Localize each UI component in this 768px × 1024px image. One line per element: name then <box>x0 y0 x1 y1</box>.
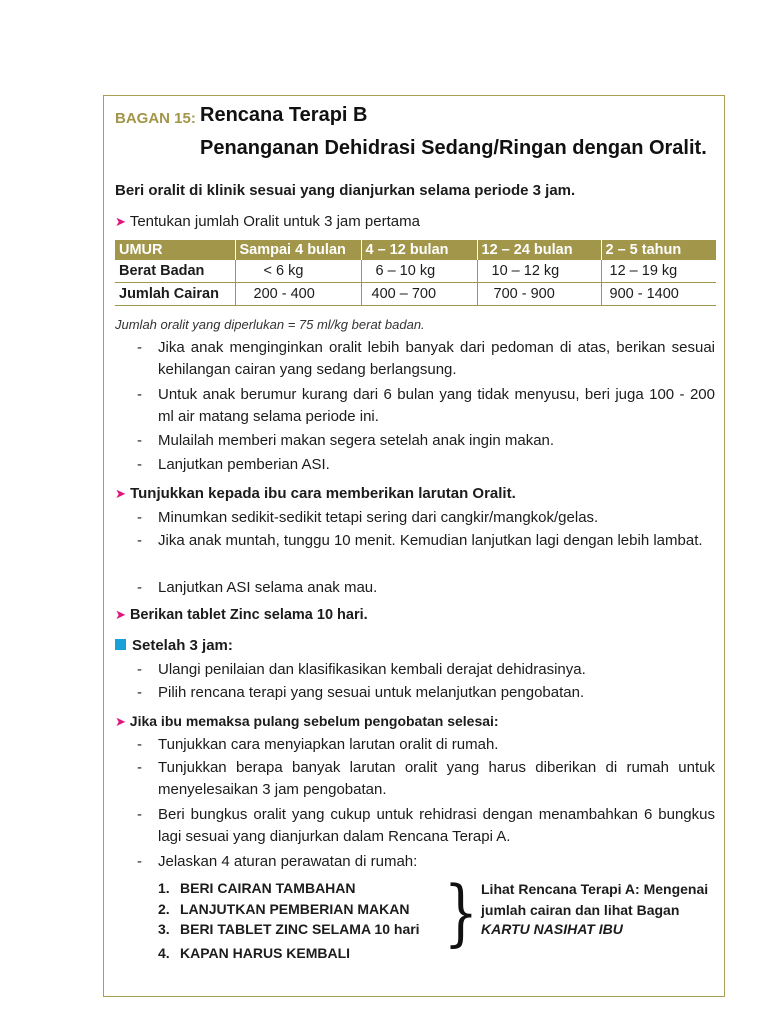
list-item <box>137 804 715 848</box>
dash-marker: - <box>137 806 142 823</box>
step-3-text: Berikan tablet Zinc selama 10 hari. <box>129 607 368 623</box>
dash-marker: - <box>137 339 142 356</box>
dash-marker: - <box>137 532 142 549</box>
table-header-row <box>115 240 716 260</box>
table-header-cell: 2 – 5 tahun <box>601 240 716 260</box>
step-1 <box>115 213 420 230</box>
table-cell: 10 – 12 kg <box>477 260 601 283</box>
table-header-cell: Sampai 4 bulan <box>235 240 361 260</box>
side-note-line-3: KARTU NASIHAT IBU <box>481 921 623 937</box>
rule-text: BERI CAIRAN TAMBAHAN <box>180 880 356 896</box>
step-4-text: Setelah 3 jam: <box>132 637 233 654</box>
dash-marker: - <box>137 661 142 678</box>
rule-item <box>158 880 356 896</box>
dash-marker: - <box>137 579 142 596</box>
rule-text: LANJUTKAN PEMBERIAN MAKAN <box>180 901 410 917</box>
intro-text: Beri oralit di klinik sesuai yang dianjurkan selama periode 3 jam. <box>115 182 576 199</box>
list-item-text: Jika anak muntah, tunggu 10 menit. Kemudian lanjutkan lagi dengan lebih lambat. <box>158 532 703 549</box>
table-cell: 900 - 1400 <box>601 283 716 306</box>
side-note-line-1: Lihat Rencana Terapi A: Mengenai <box>481 881 709 897</box>
list-item-text: Minumkan sedikit-sedikit tetapi sering dari cangkir/mangkok/gelas. <box>158 509 599 526</box>
chart-label: BAGAN 15: <box>115 110 196 127</box>
curly-brace-icon: } <box>443 870 479 954</box>
dosage-table <box>115 240 716 306</box>
table-header-cell: UMUR <box>115 240 235 260</box>
table-cell: 700 - 900 <box>477 283 601 306</box>
list-item <box>137 851 715 873</box>
list-item <box>137 682 715 704</box>
list-item <box>137 454 715 476</box>
dash-marker: - <box>137 759 142 776</box>
dash-marker: - <box>137 386 142 403</box>
page-title: Rencana Terapi B <box>200 104 368 126</box>
dash-marker: - <box>137 432 142 449</box>
list-item <box>137 757 715 801</box>
table-cell: 400 – 700 <box>361 283 477 306</box>
list-item-text: Pilih rencana terapi yang sesuai untuk melanjutkan pengobatan. <box>158 684 585 701</box>
list-item <box>137 530 715 552</box>
table-cell: Berat Badan <box>115 260 235 283</box>
table-cell: < 6 kg <box>235 260 361 283</box>
list-item <box>137 577 715 599</box>
list-item-text: Ulangi penilaian dan klasifikasikan kembali derajat dehidrasinya. <box>158 661 586 678</box>
table-row <box>115 260 716 283</box>
rule-item <box>158 945 350 961</box>
list-item-text: Tunjukkan cara menyiapkan larutan oralit di rumah. <box>158 736 499 753</box>
list-item-text: Jelaskan 4 aturan perawatan di rumah: <box>158 853 418 870</box>
list-item <box>137 507 715 529</box>
step-2 <box>115 485 516 502</box>
rule-text: BERI TABLET ZINC SELAMA 10 hari <box>180 921 420 937</box>
step-2-text: Tunjukkan kepada ibu cara memberikan larutan Oralit. <box>130 485 516 502</box>
list-item-text: Jika anak menginginkan oralit lebih banyak dari pedoman di atas, berikan sesuai kehilangan cairan yang sedang berlangsung. <box>158 339 715 378</box>
arrow-right-icon: ➤ <box>115 607 126 622</box>
list-item <box>137 430 715 452</box>
list-item <box>137 337 715 381</box>
rule-item <box>158 901 409 917</box>
dash-marker: - <box>137 456 142 473</box>
dash-marker: - <box>137 736 142 753</box>
table-cell: Jumlah Cairan <box>115 283 235 306</box>
list-item-text: Lanjutkan pemberian ASI. <box>158 456 330 473</box>
side-note-line-2: jumlah cairan dan lihat Bagan <box>481 902 680 918</box>
table-row <box>115 283 716 306</box>
arrow-right-icon: ➤ <box>115 714 126 729</box>
dash-marker: - <box>137 509 142 526</box>
rule-text: KAPAN HARUS KEMBALI <box>180 945 351 961</box>
step-5-text: Jika ibu memaksa pulang sebelum pengobatan selesai: <box>129 713 499 729</box>
table-header-cell: 12 – 24 bulan <box>477 240 601 260</box>
dash-marker: - <box>137 684 142 701</box>
step-1-text: Tentukan jumlah Oralit untuk 3 jam pertama <box>129 213 420 230</box>
step-5 <box>115 713 499 730</box>
list-item-text: Lanjutkan ASI selama anak mau. <box>158 579 378 596</box>
list-item <box>137 659 715 681</box>
rule-number: 1. <box>158 880 170 896</box>
list-item-text: Beri bungkus oralit yang cukup untuk rehidrasi dengan menambahkan 6 bungkus lagi sesuai yang dianjurkan dalam Rencana Terapi A. <box>158 806 715 845</box>
table-cell: 12 – 19 kg <box>601 260 716 283</box>
step-4 <box>115 637 233 654</box>
table-cell: 200 - 400 <box>235 283 361 306</box>
arrow-right-icon: ➤ <box>115 486 126 501</box>
rule-number: 3. <box>158 921 170 937</box>
list-item-text: Mulailah memberi makan segera setelah anak ingin makan. <box>158 432 555 449</box>
dosage-note: Jumlah oralit yang diperlukan = 75 ml/kg berat badan. <box>115 317 425 332</box>
step-3 <box>115 607 368 623</box>
rule-number: 4. <box>158 945 170 961</box>
rule-item <box>158 921 420 937</box>
rule-number: 2. <box>158 901 170 917</box>
table-header-cell: 4 – 12 bulan <box>361 240 477 260</box>
list-item-text: Tunjukkan berapa banyak larutan oralit yang harus diberikan di rumah untuk menyelesaikan 3 jam pengobatan. <box>158 759 715 798</box>
arrow-right-icon: ➤ <box>115 214 126 229</box>
table-cell: 6 – 10 kg <box>361 260 477 283</box>
page-subtitle: Penanganan Dehidrasi Sedang/Ringan dengan Oralit. <box>200 137 707 159</box>
list-item <box>137 734 715 756</box>
square-bullet-icon <box>115 639 126 650</box>
dash-marker: - <box>137 853 142 870</box>
list-item <box>137 384 715 428</box>
list-item-text: Untuk anak berumur kurang dari 6 bulan yang tidak menyusu, beri juga 100 - 200 ml air matang selama periode ini. <box>158 386 715 425</box>
